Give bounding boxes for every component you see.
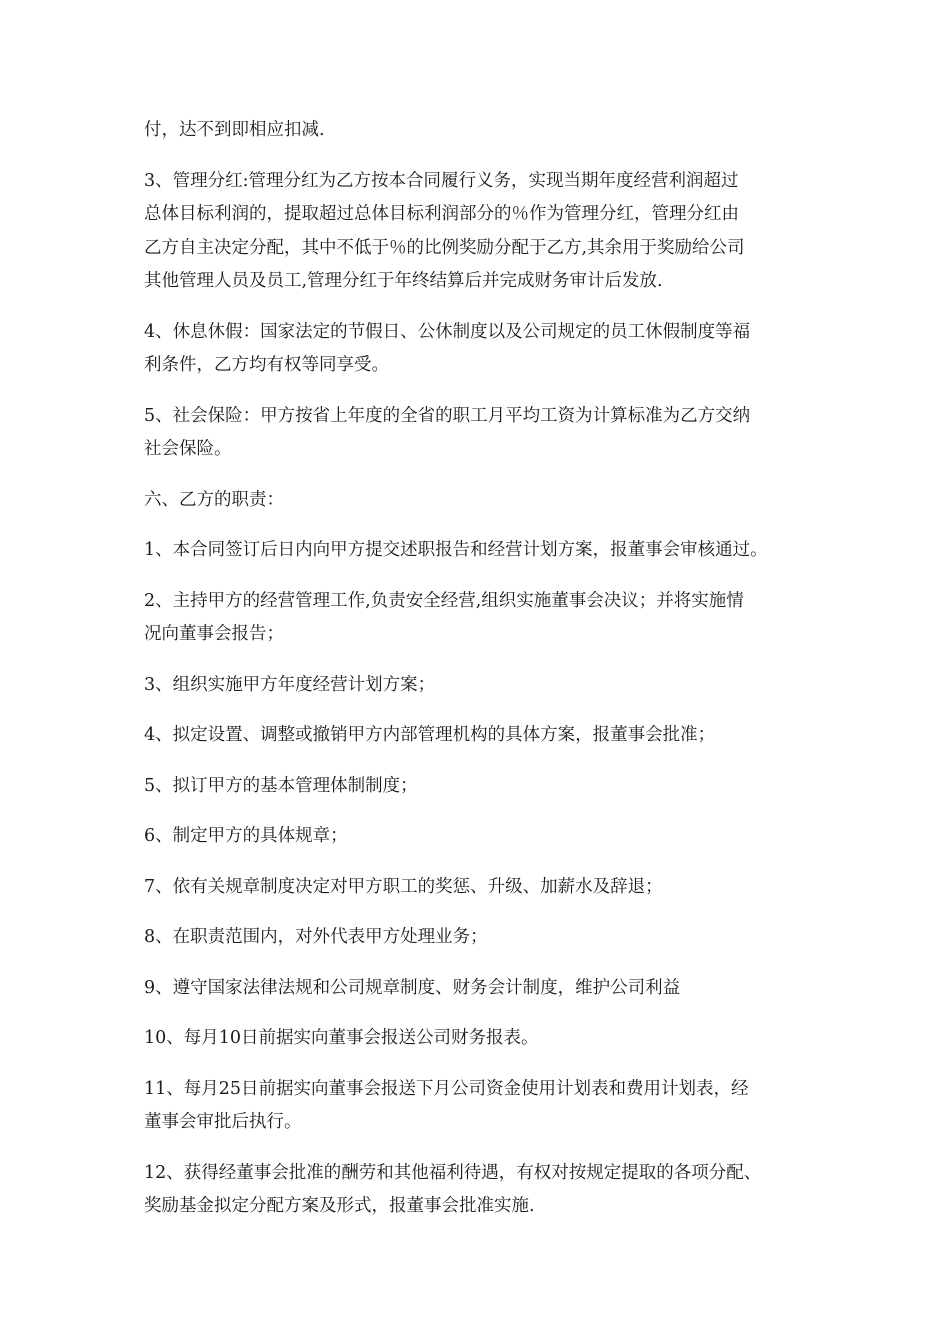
duty-item-10	[144, 1022, 824, 1056]
text-line: 10、每月10日前据实向董事会报送公司财务报表。	[144, 1028, 539, 1048]
text-line: 社会保险。	[144, 439, 232, 459]
paragraph-management-dividend	[144, 165, 824, 299]
text-line: 12、获得经董事会批准的酬劳和其他福利待遇，有权对按规定提取的各项分配、	[144, 1162, 762, 1183]
text-line: 六、乙方的职责：	[144, 489, 284, 510]
duty-item-6	[144, 820, 824, 854]
text-line: 8、在职责范围内，对外代表甲方处理业务；	[144, 927, 488, 947]
text-line: 奖励基金拟定分配方案及形式，报董事会批准实施.	[144, 1196, 535, 1216]
text-line: 11、每月25日前据实向董事会报送下月公司资金使用计划表和费用计划表，经	[144, 1078, 749, 1099]
text-line: 利条件，乙方均有权等同享受。	[144, 355, 389, 375]
duty-item-7	[144, 871, 824, 905]
text-line: 4、拟定设置、调整或撤销甲方内部管理机构的具体方案，报董事会批准；	[144, 725, 716, 745]
document-body	[144, 114, 824, 1241]
paragraph-rest-leave	[144, 316, 824, 383]
duty-item-2	[144, 585, 824, 652]
text-line: 3、管理分红:管理分红为乙方按本合同履行义务，实现当期年度经营利润超过	[144, 170, 739, 191]
text-line: 5、拟订甲方的基本管理体制制度；	[144, 775, 418, 796]
text-line: 乙方自主决定分配，其中不低于％的比例奖励分配于乙方,其余用于奖励给公司	[144, 237, 745, 258]
section-heading-duties	[144, 484, 824, 518]
paragraph-social-insurance	[144, 400, 824, 467]
duty-item-5	[144, 770, 824, 804]
duty-item-1	[144, 534, 824, 568]
duty-item-12	[144, 1157, 824, 1224]
text-line: 6、制定甲方的具体规章；	[144, 826, 348, 846]
duty-item-3	[144, 669, 824, 703]
text-line: 总体目标利润的，提取超过总体目标利润部分的％作为管理分红，管理分红由	[144, 204, 739, 224]
text-line: 2、主持甲方的经营管理工作,负责安全经营,组织实施董事会决议；并将实施情	[144, 590, 744, 611]
text-line: 其他管理人员及员工,管理分红于年终结算后并完成财务审计后发放.	[144, 271, 663, 291]
text-line: 5、社会保险：甲方按省上年度的全省的职工月平均工资为计算标准为乙方交纳	[144, 405, 751, 426]
duty-item-8	[144, 921, 824, 955]
text-line: 董事会审批后执行。	[144, 1112, 302, 1132]
text-line: 4、休息休假：国家法定的节假日、公休制度以及公司规定的员工休假制度等福	[144, 321, 751, 342]
text-line: 9、遵守国家法律法规和公司规章制度、财务会计制度，维护公司利益	[144, 977, 681, 998]
text-line: 况向董事会报告；	[144, 624, 284, 644]
text-line: 付，达不到即相应扣减.	[144, 120, 325, 140]
duty-item-4	[144, 719, 824, 753]
text-line: 7、依有关规章制度决定对甲方职工的奖惩、升级、加薪水及辞退；	[144, 876, 663, 897]
duty-item-9	[144, 972, 824, 1006]
text-line: 1、本合同签订后日内向甲方提交述职报告和经营计划方案，报董事会审核通过。	[144, 540, 768, 560]
text-line: 3、组织实施甲方年度经营计划方案；	[144, 674, 436, 695]
paragraph-continuation	[144, 114, 824, 148]
duty-item-11	[144, 1073, 824, 1140]
